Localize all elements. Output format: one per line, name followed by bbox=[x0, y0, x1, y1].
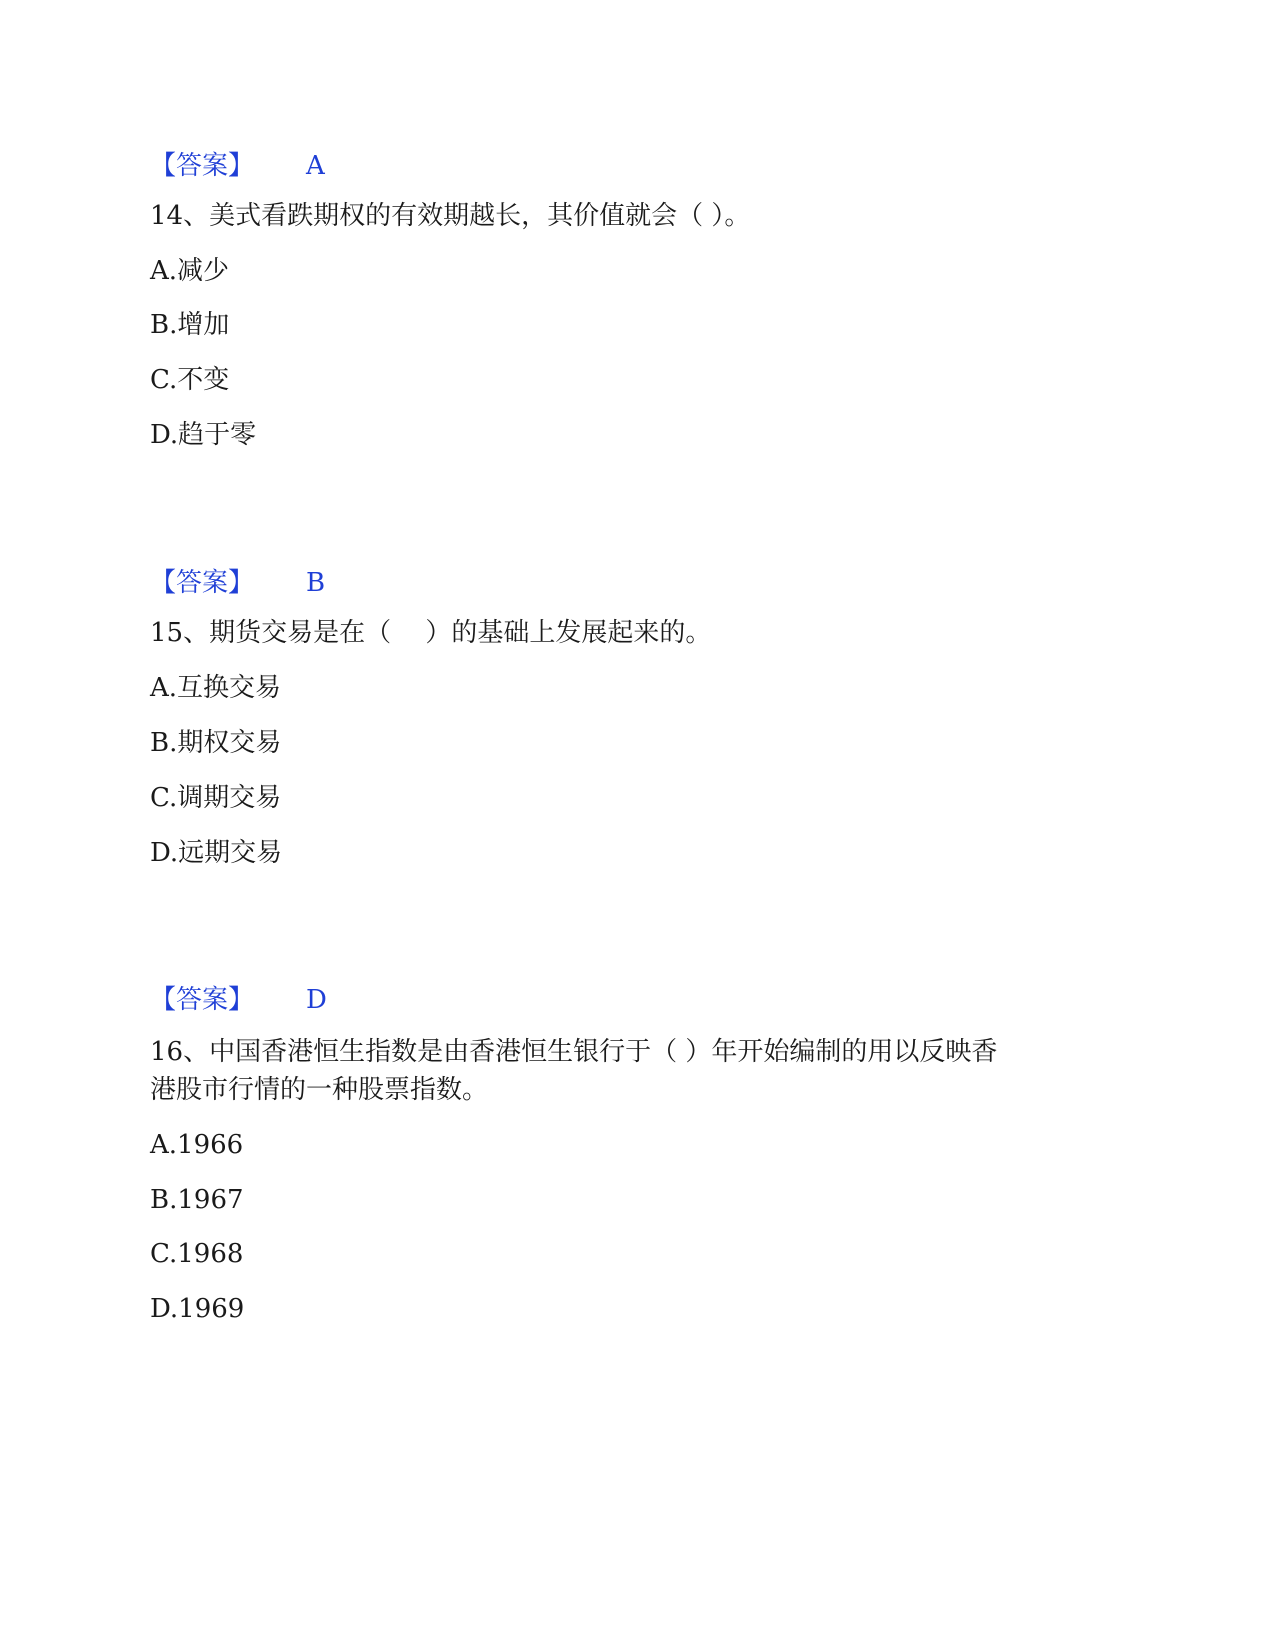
question-text: 14、美式看跌期权的有效期越长，其价值就会（ ）。 bbox=[150, 201, 751, 231]
option-b: B.期权交易 bbox=[150, 728, 282, 758]
option-b: B.增加 bbox=[150, 310, 230, 340]
answer-label: 【答案】 bbox=[150, 568, 255, 598]
option-c: C.不变 bbox=[150, 365, 230, 395]
option-b: B.1967 bbox=[150, 1185, 244, 1215]
option-d: D.1969 bbox=[150, 1294, 245, 1324]
question-text-line-1: 16、中国香港恒生指数是由香港恒生银行于（ ）年开始编制的用以反映香 bbox=[150, 1037, 998, 1067]
option-c: C.调期交易 bbox=[150, 783, 282, 813]
answer-value: D bbox=[306, 985, 327, 1015]
question-text: 15、期货交易是在（ ）的基础上发展起来的。 bbox=[150, 618, 712, 648]
option-a: A.减少 bbox=[150, 256, 230, 286]
answer-line bbox=[150, 565, 325, 601]
option-d: D.趋于零 bbox=[150, 420, 257, 450]
answer-value: B bbox=[306, 568, 326, 598]
option-a: A.1966 bbox=[150, 1130, 244, 1160]
option-c: C.1968 bbox=[150, 1239, 244, 1269]
question-text-line-2: 港股市行情的一种股票指数。 bbox=[150, 1075, 489, 1105]
answer-label: 【答案】 bbox=[150, 985, 255, 1015]
answer-value: A bbox=[306, 151, 325, 181]
option-a: A.互换交易 bbox=[150, 673, 282, 703]
answer-line bbox=[150, 982, 327, 1018]
answer-label: 【答案】 bbox=[150, 151, 255, 181]
answer-line bbox=[150, 148, 325, 184]
option-d: D.远期交易 bbox=[150, 838, 283, 868]
